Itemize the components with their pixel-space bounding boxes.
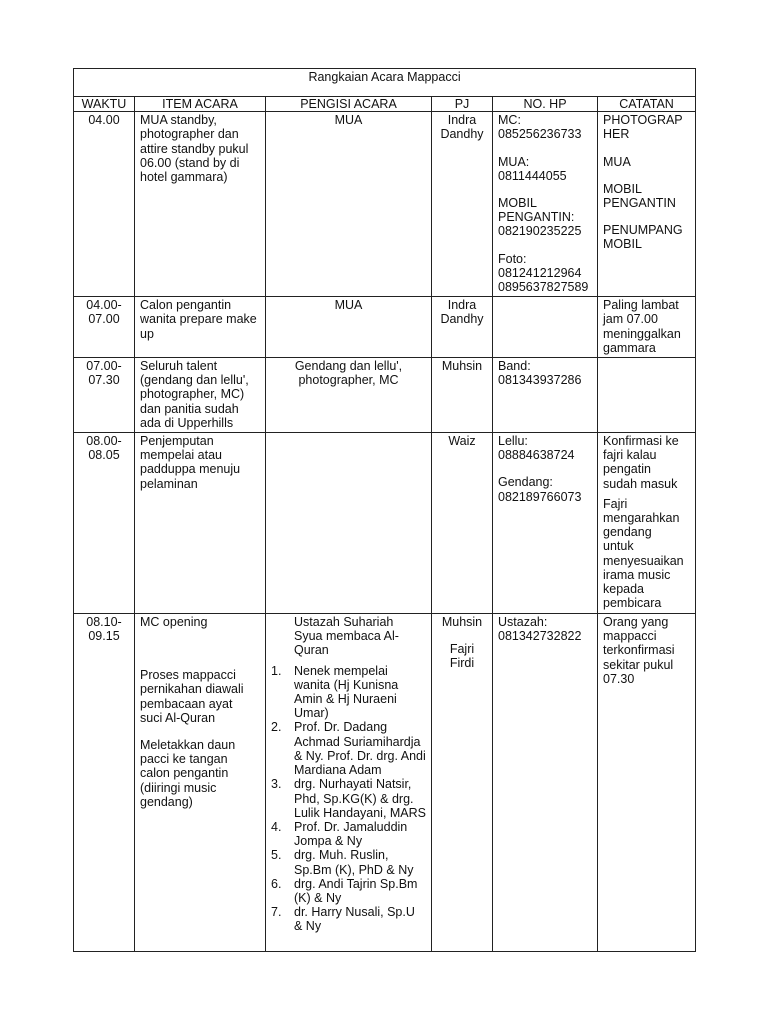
pengisi-line: Ustazah Suhariah [294,615,394,630]
catatan-line: MOBIL [603,181,642,196]
pengisi-line: Syua membaca Al- [294,629,399,644]
catatan-line: PENUMPANG [603,223,683,238]
item-line: Proses mappacci [140,668,236,683]
pj-line: Indra [447,113,477,128]
hp-line: 081342732822 [498,629,582,644]
hp-line: 0895637827589 [498,280,589,295]
pengisi-line: Gendang dan lellu', [294,359,403,374]
header-no-hp: NO. HP [493,97,598,112]
catatan-line: MUA [603,154,631,169]
pj-line: Muhsin [441,615,483,630]
cell-item-acara: Calon pengantin wanita prepare make up [135,297,266,358]
hp-line: Foto: [498,251,527,266]
header-pengisi-acara: PENGISI ACARA [266,97,432,112]
catatan-line: kepada [603,582,645,597]
cell-pj [432,614,493,952]
item-line: pernikahan diawali [140,682,244,697]
hp-line: 082189766073 [498,489,582,504]
catatan-line: PENGANTIN [603,196,676,211]
cell-no-hp [493,297,598,358]
hp-line: MC: [498,113,521,128]
waktu-line: 07.00 [88,312,120,327]
list-item: 4. Prof. Dr. Jamaluddin Jompa & Ny [271,819,408,849]
item-line: suci Al-Quran [140,710,216,725]
catatan-line: MOBIL [603,237,642,252]
list-item: 7. dr. Harry Nusali, Sp.U & Ny [271,905,415,934]
cell-pengisi-acara: MUA [266,112,432,297]
document-title: Rangkaian Acara Mappacci [74,69,696,97]
cell-catatan [598,297,696,358]
cell-pengisi-acara: MUA [266,297,432,358]
list-item: 5. drg. Muh. Ruslin, Sp.Bm (K), PhD & Ny [271,848,414,877]
hp-line: 085256236733 [498,127,582,142]
hp-line: Band: [498,359,531,374]
pj-line: Dandhy [440,127,484,142]
catatan-line: terkonfirmasi [603,643,675,658]
catatan-line: gendang [603,525,652,540]
catatan-line: fajri kalau [603,448,657,463]
list-item: 3. drg. Nurhayati Natsir, Phd, Sp.KG(K) & drg. Lulik Handayani, MARS [271,777,427,820]
cell-pj: Waiz [432,433,493,614]
pj-line: Indra [447,298,477,313]
cell-catatan [598,614,696,952]
header-catatan: CATATAN [598,97,696,112]
cell-catatan [598,112,696,297]
catatan-line: HER [603,127,630,142]
pengisi-line: photographer, MC [298,373,399,388]
waktu-line: 08.10- [86,615,122,630]
cell-no-hp [493,614,598,952]
cell-waktu [74,358,135,433]
waktu-line: 04.00- [86,298,122,313]
catatan-line: sekitar pukul [603,657,674,672]
header-pj: PJ [432,97,493,112]
item-line: gendang) [140,794,193,809]
cell-pj [432,297,493,358]
table-row [74,112,696,297]
schedule-table [73,68,696,952]
item-line: (diiringi music [140,780,217,795]
cell-pengisi-acara [266,614,432,952]
catatan-line: mappacci [603,629,657,644]
catatan-line: Konfirmasi ke [603,434,679,449]
cell-no-hp [493,112,598,297]
pengisi-line: Quran [294,643,329,658]
waktu-line: 08.05 [88,448,120,463]
item-line: Meletakkan daun [140,738,236,753]
catatan-line: Orang yang [603,615,669,630]
cell-item-acara [135,614,266,952]
hp-line: Ustazah: [498,615,548,630]
hp-line: MOBIL [498,196,537,211]
hp-line: 081241212964 [498,265,582,280]
pj-line: Firdi [449,656,475,671]
cell-waktu [74,614,135,952]
cell-catatan [598,358,696,433]
cell-no-hp [493,358,598,433]
waktu-line: 07.30 [88,373,120,388]
catatan-line: Paling lambat [603,298,679,313]
table-row [74,433,696,614]
list-item: 6. drg. Andi Tajrin Sp.Bm (K) & Ny [271,876,418,905]
cell-waktu [74,297,135,358]
catatan-line: PHOTOGRAP [603,113,683,128]
table-row [74,297,696,358]
catatan-line: menyesuaikan [603,553,684,568]
catatan-line: 07.30 [603,671,635,686]
catatan-line: untuk [603,539,634,554]
hp-line: Lellu: [498,434,528,449]
catatan-line: Fajri [603,496,628,511]
hp-line: MUA: [498,154,530,169]
item-line: pembacaan ayat [140,696,233,711]
catatan-line: pengatin [603,462,651,477]
catatan-line: meninggalkan [603,326,681,341]
hp-line: 082190235225 [498,224,582,239]
catatan-line: gammara [603,340,656,355]
waktu-line: 09.15 [88,629,120,644]
catatan-line: sudah masuk [603,476,678,491]
hp-line: 0811444055 [498,168,567,183]
waktu-line: 07.00- [86,359,122,374]
cell-pengisi-acara [266,433,432,614]
item-line: MC opening [140,615,208,630]
header-item-acara: ITEM ACARA [135,97,266,112]
cell-item-acara: Seluruh talent (gendang dan lellu', photographer, MC) dan panitia sudah ada di Upperhills [135,358,266,433]
table-row [74,358,696,433]
list-item: 1. Nenek mempelai wanita (Hj Kunisna Amin & Hj Nuraeni Umar) [271,663,399,721]
hp-line: PENGANTIN: [498,210,575,225]
cell-waktu: 04.00 [74,112,135,297]
catatan-line: pembicara [603,596,662,611]
item-line: pacci ke tangan [140,752,228,767]
cell-pj [432,112,493,297]
table-row [74,614,696,952]
waktu-line: 08.00- [86,434,122,449]
catatan-line: jam 07.00 [603,312,658,327]
hp-line: 081343937286 [498,373,582,388]
pj-line: Dandhy [440,312,484,327]
hp-line: 08884638724 [498,448,575,463]
list-item: 2. Prof. Dr. Dadang Achmad Suriamihardja & Ny. Prof. Dr. drg. Andi Mardiana Adam [271,720,426,778]
catatan-line: irama music [603,567,671,582]
cell-pj: Muhsin [432,358,493,433]
cell-pengisi-acara [266,358,432,433]
cell-item-acara: MUA standby, photographer dan attire standby pukul 06.00 (stand by di hotel gammara) [135,112,266,297]
cell-waktu [74,433,135,614]
header-waktu: WAKTU [74,97,135,112]
hp-line: Gendang: [498,475,553,490]
cell-no-hp [493,433,598,614]
cell-item-acara: Penjemputan mempelai atau padduppa menuju pelaminan [135,433,266,614]
cell-catatan [598,433,696,614]
pj-line: Fajri [449,642,475,657]
mappacci-name-list [271,664,426,934]
catatan-line: mengarahkan [603,511,680,526]
item-line: calon pengantin [140,766,229,781]
